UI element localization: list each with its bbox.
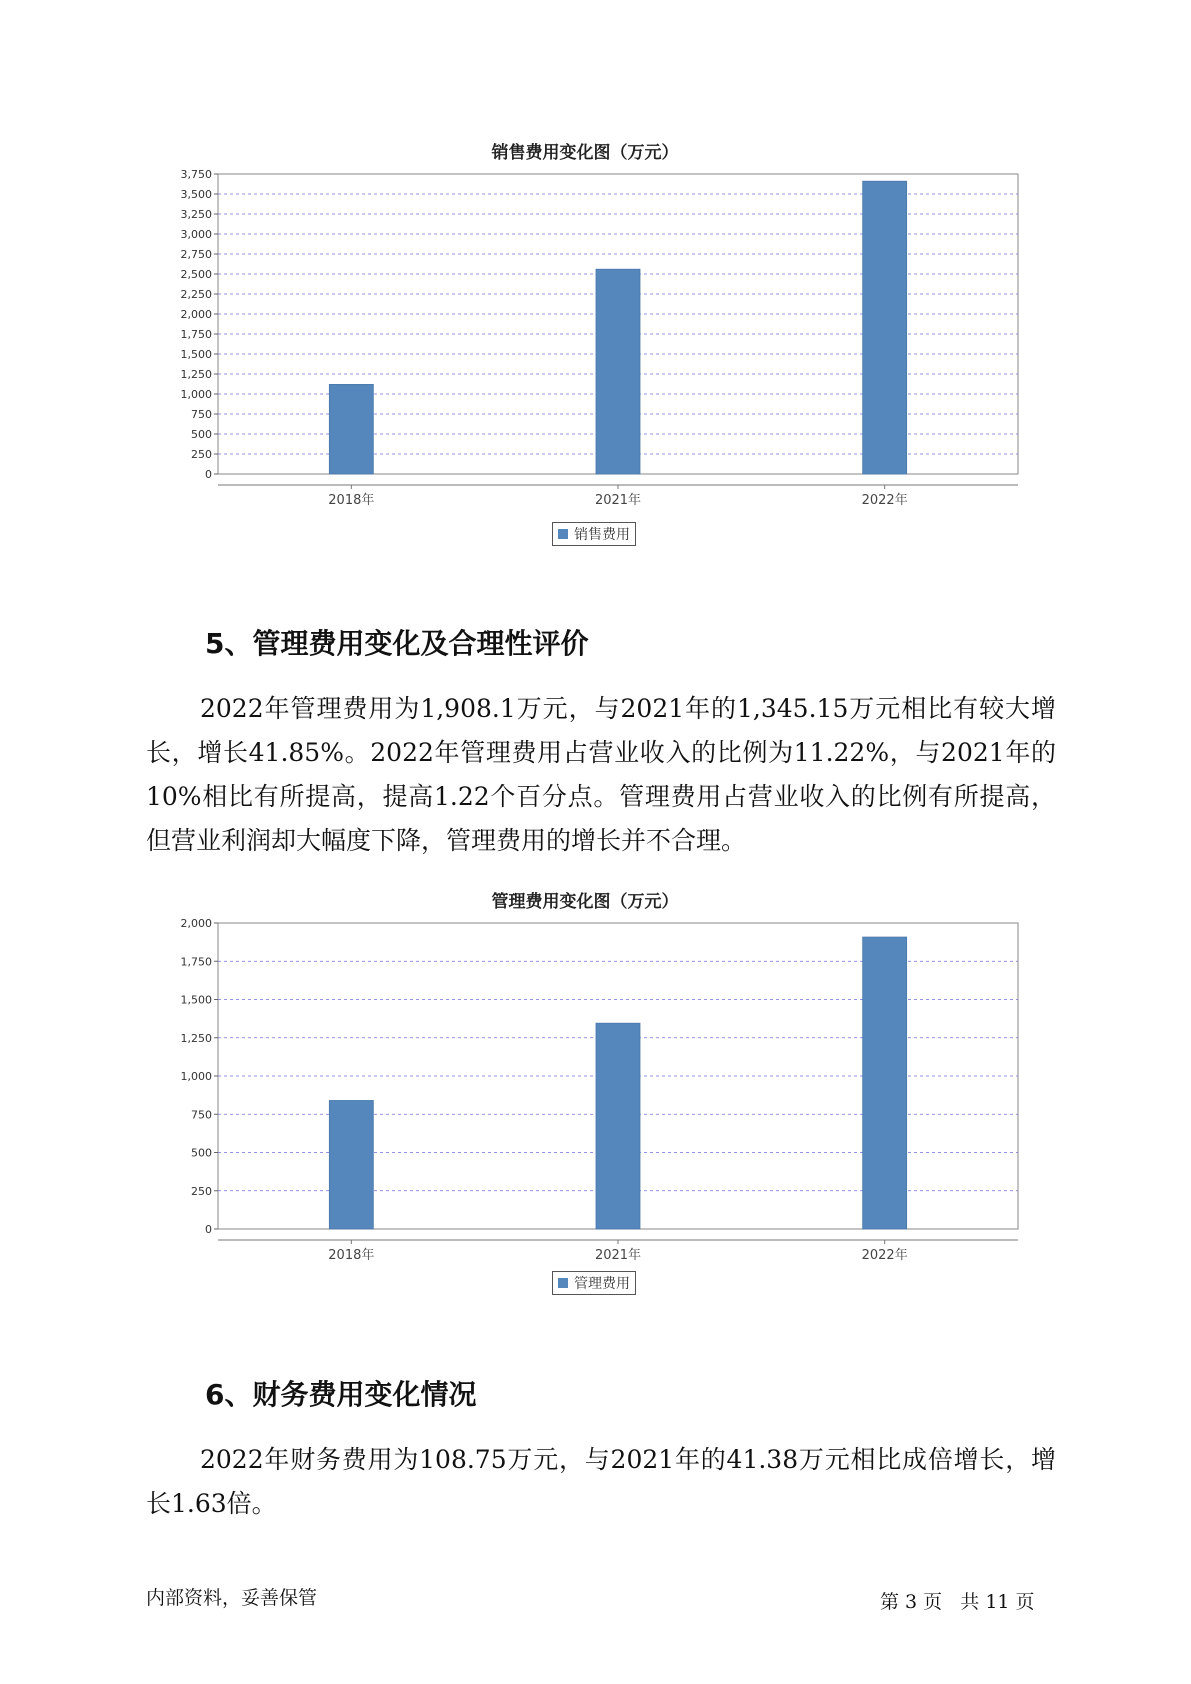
x-tick-label: 2018年 [328, 493, 375, 508]
bar [329, 384, 373, 474]
y-tick-label: 3,500 [180, 188, 212, 201]
section-heading: 5、管理费用变化及合理性评价 [205, 627, 589, 660]
chart-legend [552, 522, 636, 546]
chart-svg [150, 166, 1020, 526]
y-tick-label: 750 [191, 1108, 212, 1122]
y-tick-label: 3,000 [180, 228, 212, 241]
y-tick-label: 2,000 [180, 917, 212, 930]
bar [863, 181, 907, 474]
admin-expense-chart [150, 887, 1020, 1307]
x-tick-label: 2022年 [861, 493, 908, 508]
bar [596, 269, 640, 474]
y-tick-label: 2,750 [180, 248, 212, 261]
sales-expense-chart [150, 138, 1020, 558]
paragraph: 2022年管理费用为1,908.1万元，与2021年的1,345.15万元相比有较大增长，增长41.85%。2022年管理费用占营业收入的比例为11.22%，与2021年的10%相比有所提高，提高1.22个百分点。管理费用占营业收入的比例有所提高，但营业利润却大幅度下降，管理费用的增长并不合理。 [146, 694, 1056, 855]
bar [596, 1023, 640, 1229]
x-tick-label: 2021年 [594, 1248, 642, 1263]
y-tick-label: 500 [191, 428, 212, 441]
chart-title: 管理费用变化图（万元） [491, 892, 679, 912]
y-tick-label: 1,750 [180, 328, 212, 341]
x-tick-label: 2022年 [861, 1248, 908, 1263]
y-tick-label: 1,000 [180, 388, 212, 401]
y-tick-label: 750 [191, 408, 212, 421]
y-tick-label: 1,250 [180, 1031, 212, 1045]
footer-confidential-note: 内部资料，妥善保管 [146, 1587, 318, 1609]
y-tick-label: 0 [205, 1223, 212, 1236]
legend-label: 管理费用 [574, 1276, 630, 1292]
footer-page-number: 第 3 页 共 11 页 [880, 1591, 1035, 1613]
y-tick-label: 1,000 [180, 1070, 212, 1083]
y-tick-label: 250 [191, 448, 212, 461]
legend-swatch [558, 529, 568, 539]
x-tick-label: 2021年 [594, 493, 642, 508]
y-tick-label: 1,250 [180, 368, 212, 381]
x-tick-label: 2018年 [328, 1248, 375, 1263]
y-tick-label: 1,500 [180, 348, 212, 361]
y-tick-label: 1,500 [180, 993, 212, 1007]
y-tick-label: 2,500 [180, 268, 212, 281]
y-tick-label: 3,250 [180, 208, 212, 221]
y-tick-label: 3,750 [180, 168, 212, 181]
y-tick-label: 1,750 [180, 955, 212, 969]
chart-title: 销售费用变化图（万元） [491, 143, 679, 163]
section-heading: 6、财务费用变化情况 [205, 1378, 477, 1411]
bar [329, 1100, 373, 1229]
chart-svg [150, 915, 1020, 1275]
y-tick-label: 250 [191, 1184, 212, 1198]
bar [863, 937, 907, 1229]
legend-swatch [558, 1278, 568, 1288]
legend-label: 销售费用 [574, 527, 630, 543]
y-tick-label: 2,000 [180, 308, 212, 321]
y-tick-label: 2,250 [180, 288, 212, 301]
chart-legend [552, 1271, 636, 1295]
paragraph: 2022年财务费用为108.75万元，与2021年的41.38万元相比成倍增长，增长1.63倍。 [146, 1445, 1056, 1518]
y-tick-label: 0 [205, 468, 212, 481]
y-tick-label: 500 [191, 1146, 212, 1160]
